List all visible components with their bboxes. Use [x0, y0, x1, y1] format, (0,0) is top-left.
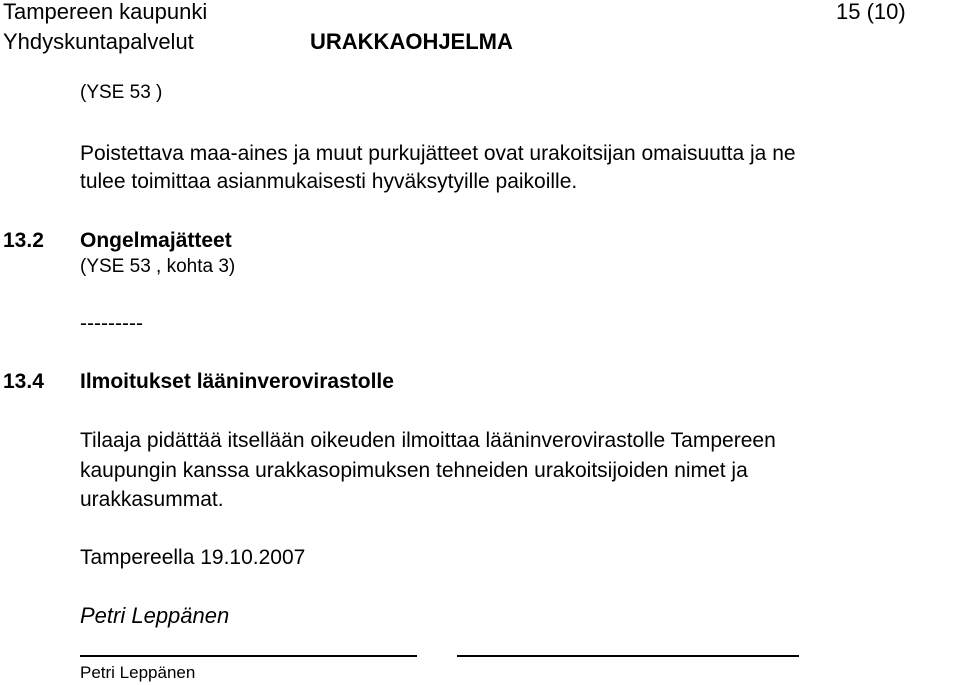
signature-line-right	[457, 655, 799, 657]
yse-reference: (YSE 53 )	[80, 82, 163, 103]
signer-printed-name: Petri Leppänen	[80, 663, 196, 682]
page-number: 15 (10)	[836, 0, 906, 24]
document-title: URAKKAOHJELMA	[310, 29, 513, 54]
section-title: Ongelmajätteet	[80, 229, 232, 252]
paragraph-line: kaupungin kanssa urakkasopimuksen tehneiden urakoitsijoiden nimet ja	[80, 459, 748, 482]
paragraph-line: tulee toimittaa asianmukaisesti hyväksytyille paikoille.	[80, 170, 578, 193]
department-name: Yhdyskuntapalvelut	[3, 29, 194, 54]
signature-line-left	[80, 655, 417, 657]
paragraph-line: Tilaaja pidättää itsellään oikeuden ilmoittaa lääninverovirastolle Tampereen	[80, 429, 776, 452]
paragraph-line: urakkasummat.	[80, 488, 224, 511]
organization-name: Tampereen kaupunki	[3, 0, 208, 24]
section-number: 13.4	[3, 370, 44, 393]
section-number: 13.2	[3, 229, 44, 252]
handwritten-signature: Petri Leppänen	[80, 603, 230, 628]
section-reference: (YSE 53 , kohta 3)	[80, 256, 236, 277]
section-title: Ilmoitukset lääninverovirastolle	[80, 370, 394, 393]
omitted-section-dashes: ---------	[80, 312, 143, 335]
paragraph-line: Poistettava maa-aines ja muut purkujätteet ovat urakoitsijan omaisuutta ja ne	[80, 142, 796, 165]
place-and-date: Tampereella 19.10.2007	[80, 546, 306, 569]
